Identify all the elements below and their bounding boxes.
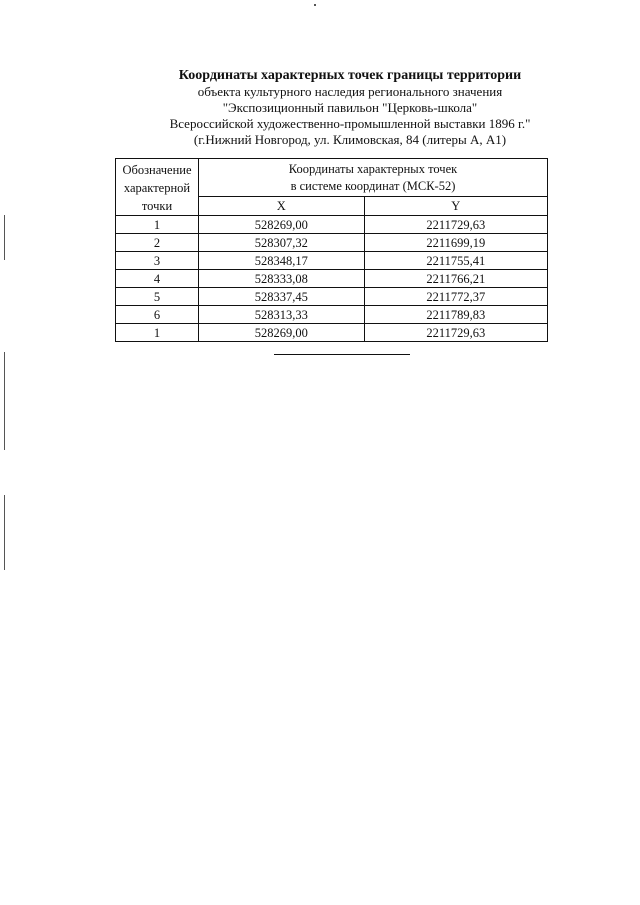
designation-header-line-3: точки [141, 199, 173, 213]
closing-rule [274, 354, 410, 355]
scan-artifact-left-3 [4, 495, 5, 570]
subtitle-line-1: объекта культурного наследия регионального значения [197, 84, 503, 99]
y-cell: 2211729,63 [364, 216, 547, 234]
x-cell: 528313,33 [199, 306, 365, 324]
subtitle-line-2: "Экспозиционный павильон "Церковь-школа" [222, 100, 478, 115]
y-cell: 2211729,63 [364, 324, 547, 342]
y-cell: 2211699,19 [364, 234, 547, 252]
coordinates-group-header [199, 159, 548, 197]
point-cell: 2 [116, 234, 199, 252]
point-cell: 5 [116, 288, 199, 306]
document-title: Координаты характерных точек границы территории [178, 68, 522, 83]
x-cell: 528333,08 [199, 270, 365, 288]
y-cell: 2211772,37 [364, 288, 547, 306]
table-row [116, 216, 548, 234]
x-cell: 528269,00 [199, 324, 365, 342]
point-cell: 4 [116, 270, 199, 288]
table-row [116, 234, 548, 252]
coordinates-table [115, 158, 548, 342]
scan-artifact-left-2 [4, 352, 5, 450]
group-header-line-1: Координаты характерных точек [288, 161, 458, 176]
table-row [116, 306, 548, 324]
point-cell: 1 [116, 324, 199, 342]
column-header-x: X [199, 197, 365, 216]
scan-artifact-top [314, 4, 316, 6]
designation-header [116, 159, 199, 216]
designation-header-line-1: Обозначение [122, 163, 192, 177]
y-cell: 2211755,41 [364, 252, 547, 270]
y-cell: 2211789,83 [364, 306, 547, 324]
document-header [120, 68, 580, 148]
group-header-line-2: в системе координат (МСК-52) [290, 178, 456, 193]
table-row [116, 324, 548, 342]
x-cell: 528337,45 [199, 288, 365, 306]
subtitle-line-4: (г.Нижний Новгород, ул. Климовская, 84 (литеры А, А1) [193, 132, 507, 147]
y-cell: 2211766,21 [364, 270, 547, 288]
x-cell: 528307,32 [199, 234, 365, 252]
column-header-y: Y [364, 197, 547, 216]
scan-artifact-left-1 [4, 215, 5, 260]
point-cell: 1 [116, 216, 199, 234]
point-cell: 6 [116, 306, 199, 324]
x-cell: 528348,17 [199, 252, 365, 270]
designation-header-line-2: характерной [123, 181, 191, 195]
table-row [116, 252, 548, 270]
x-cell: 528269,00 [199, 216, 365, 234]
table-row [116, 270, 548, 288]
table-row [116, 288, 548, 306]
point-cell: 3 [116, 252, 199, 270]
subtitle-line-3: Всероссийской художественно-промышленной выставки 1896 г." [169, 116, 531, 131]
